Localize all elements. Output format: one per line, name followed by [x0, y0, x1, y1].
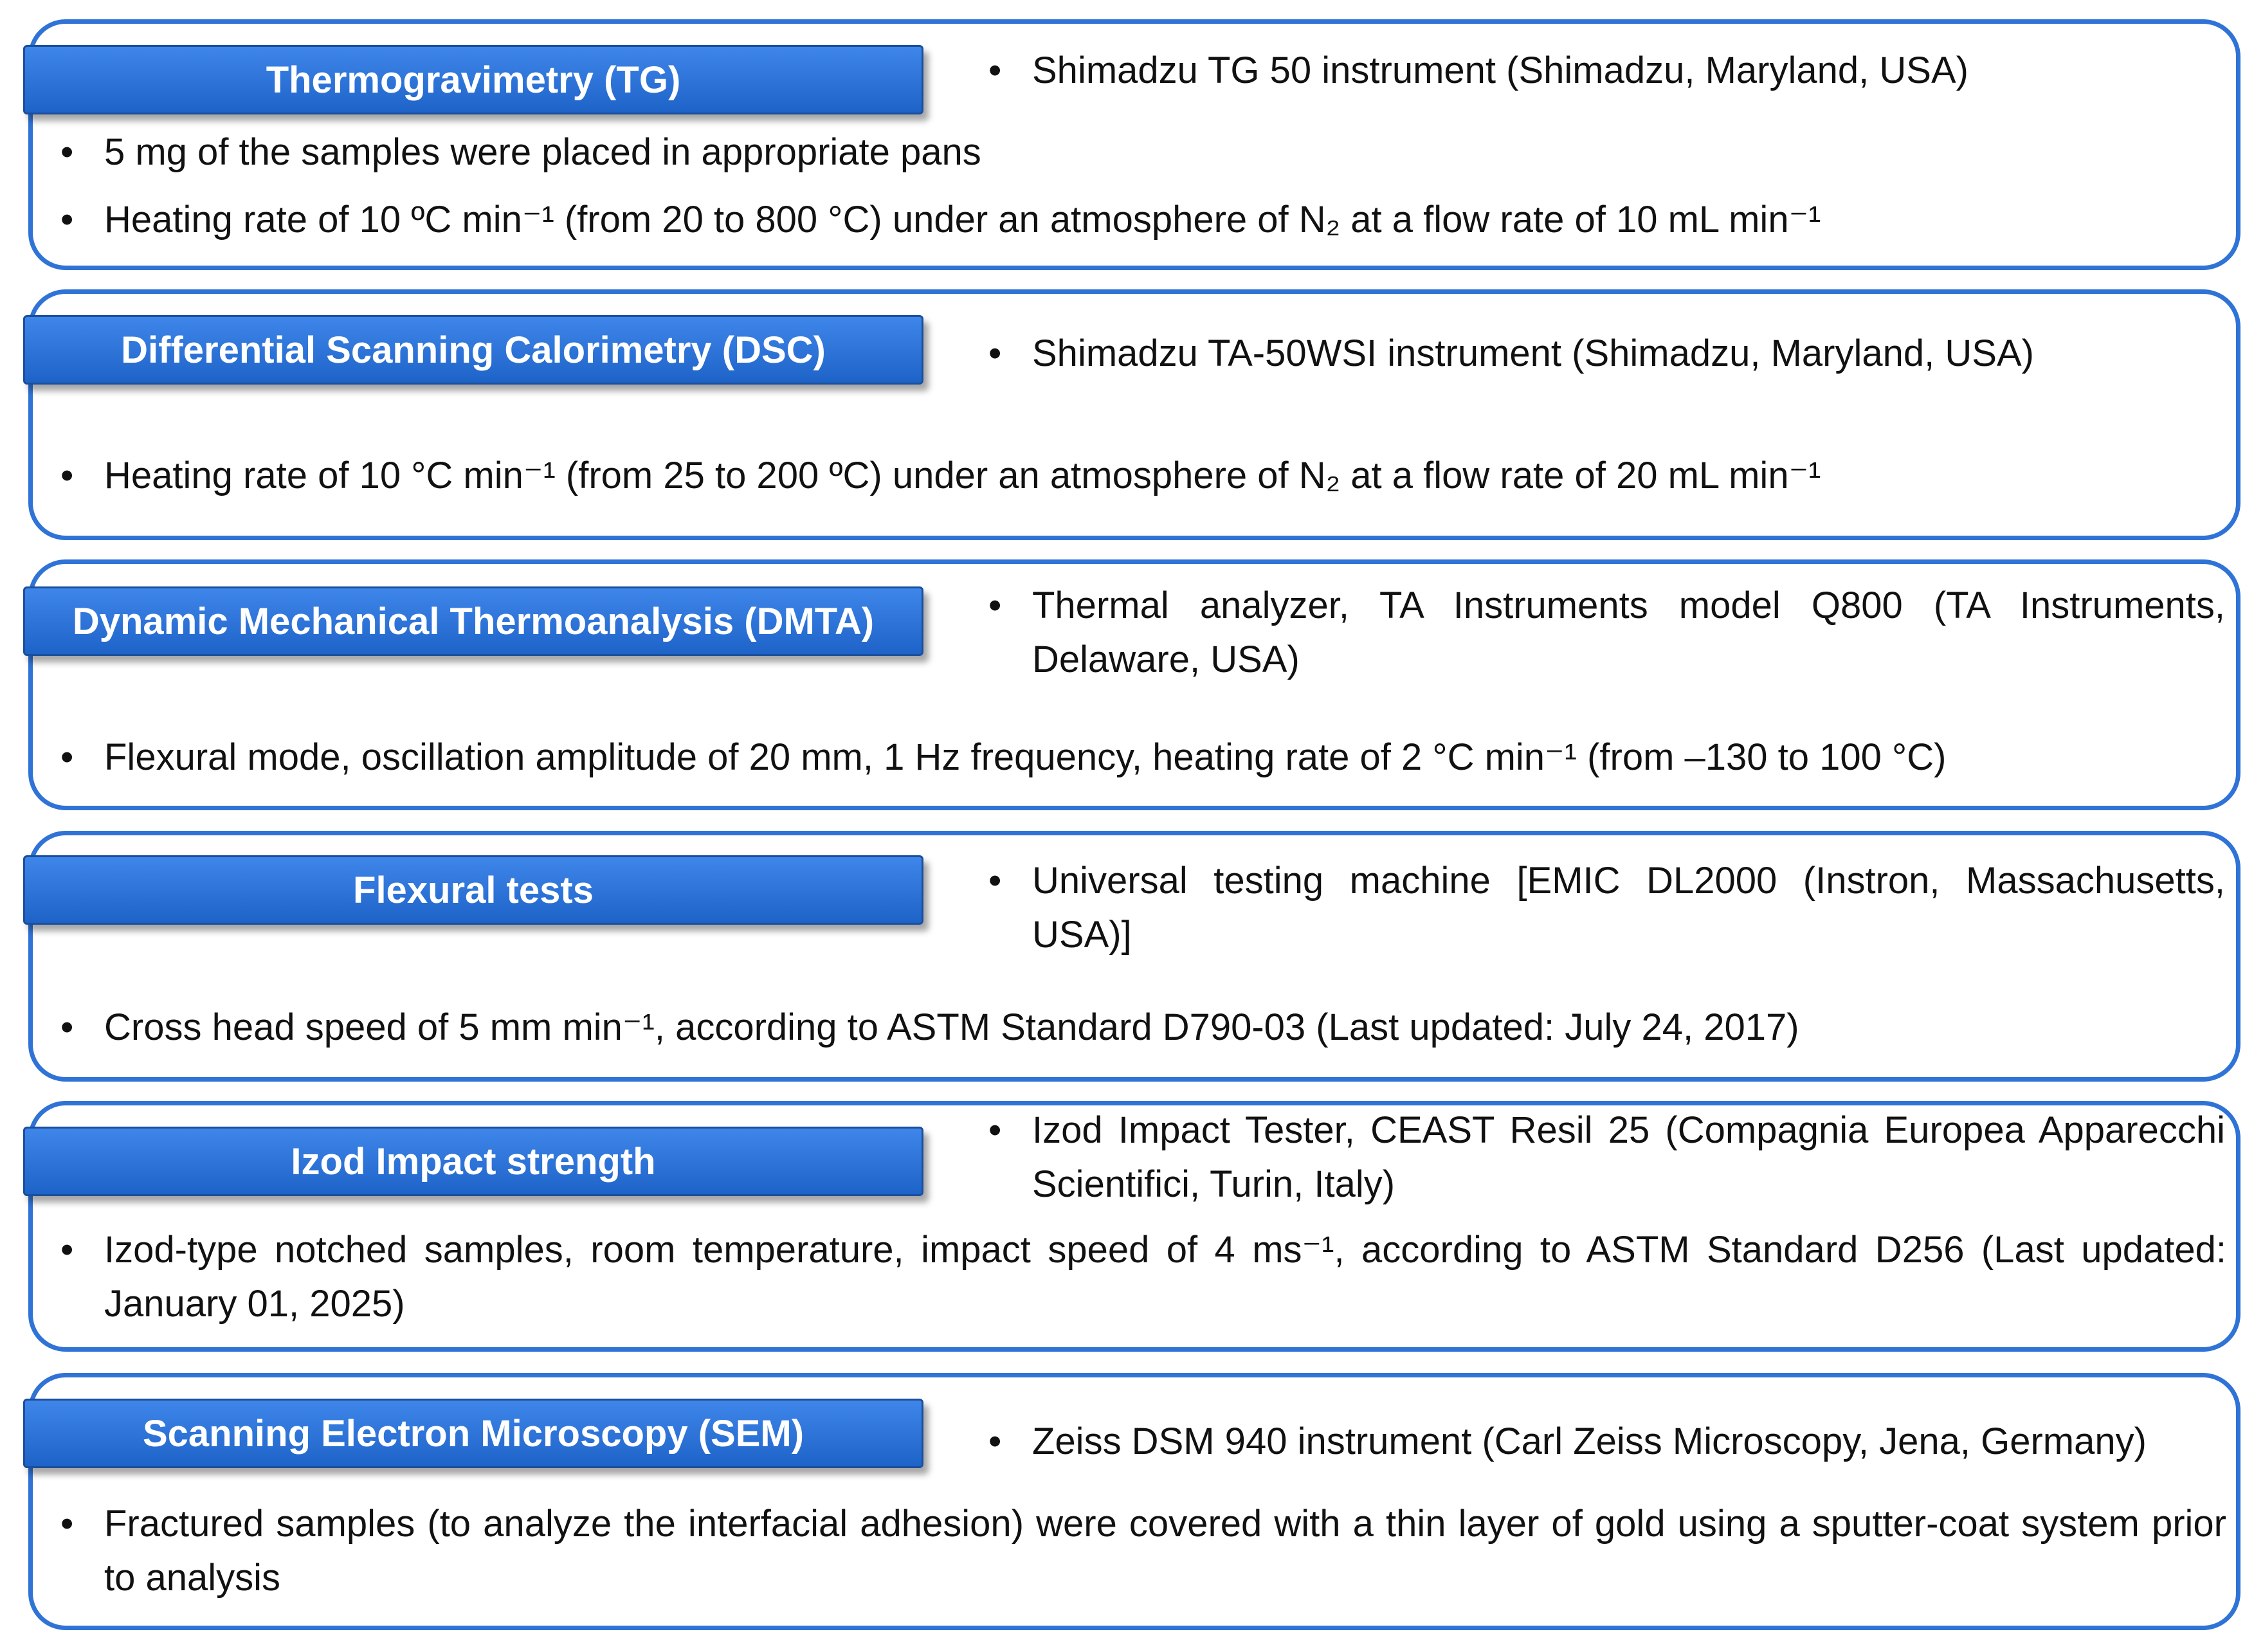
izod-detail-1: • Izod-type notched samples, room temperature, impact speed of 4 ms⁻¹, according to ASTM Standard D256 (Last updated: January 01, 2025) [60, 1229, 2226, 1325]
flexural-detail-1: • Cross head speed of 5 mm min⁻¹, according to ASTM Standard D790-03 (Last updated: July 24, 2017) [60, 1006, 1799, 1048]
dmta-detail-1: • Flexural mode, oscillation amplitude of 20 mm, 1 Hz frequency, heating rate of 2 °C min⁻¹ (from –130 to 100 °C) [60, 736, 1947, 778]
tg-instrument: • Shimadzu TG 50 instrument (Shimadzu, Maryland, USA) [988, 50, 1968, 91]
sem-instrument: • Zeiss DSM 940 instrument (Carl Zeiss Microscopy, Jena, Germany) [988, 1421, 2147, 1462]
dsc-instrument: • Shimadzu TA-50WSI instrument (Shimadzu, Maryland, USA) [988, 332, 2034, 374]
izod-instrument: • Izod Impact Tester, CEAST Resil 25 (Compagnia Europea Apparecchi Scientifici, Turin, Italy) [988, 1109, 2225, 1205]
tg-detail-2: • Heating rate of 10 ºC min⁻¹ (from 20 to 800 °C) under an atmosphere of N₂ at a flow rate of 10 mL min⁻¹ [60, 199, 1821, 241]
flexural-instrument: • Universal testing machine [EMIC DL2000 (Instron, Massachusetts, USA)] [988, 860, 2225, 956]
sem-detail-1: • Fractured samples (to analyze the interfacial adhesion) were covered with a thin layer of gold using a sputter-coat system prior to analysis [60, 1503, 2226, 1599]
izod-title-tag: Izod Impact strength [23, 1127, 923, 1196]
dmta-instrument: • Thermal analyzer, TA Instruments model Q800 (TA Instruments, Delaware, USA) [988, 585, 2225, 680]
flexural-title-tag: Flexural tests [23, 855, 923, 925]
dmta-title-tag: Dynamic Mechanical Thermoanalysis (DMTA) [23, 586, 923, 656]
dsc-detail-1: • Heating rate of 10 °C min⁻¹ (from 25 to 200 ºC) under an atmosphere of N₂ at a flow rate of 20 mL min⁻¹ [60, 455, 1821, 496]
tg-title-tag: Thermogravimetry (TG) [23, 45, 923, 114]
tg-detail-1: • 5 mg of the samples were placed in appropriate pans [60, 131, 981, 173]
dsc-title-tag: Differential Scanning Calorimetry (DSC) [23, 315, 923, 385]
sem-title-tag: Scanning Electron Microscopy (SEM) [23, 1399, 923, 1468]
